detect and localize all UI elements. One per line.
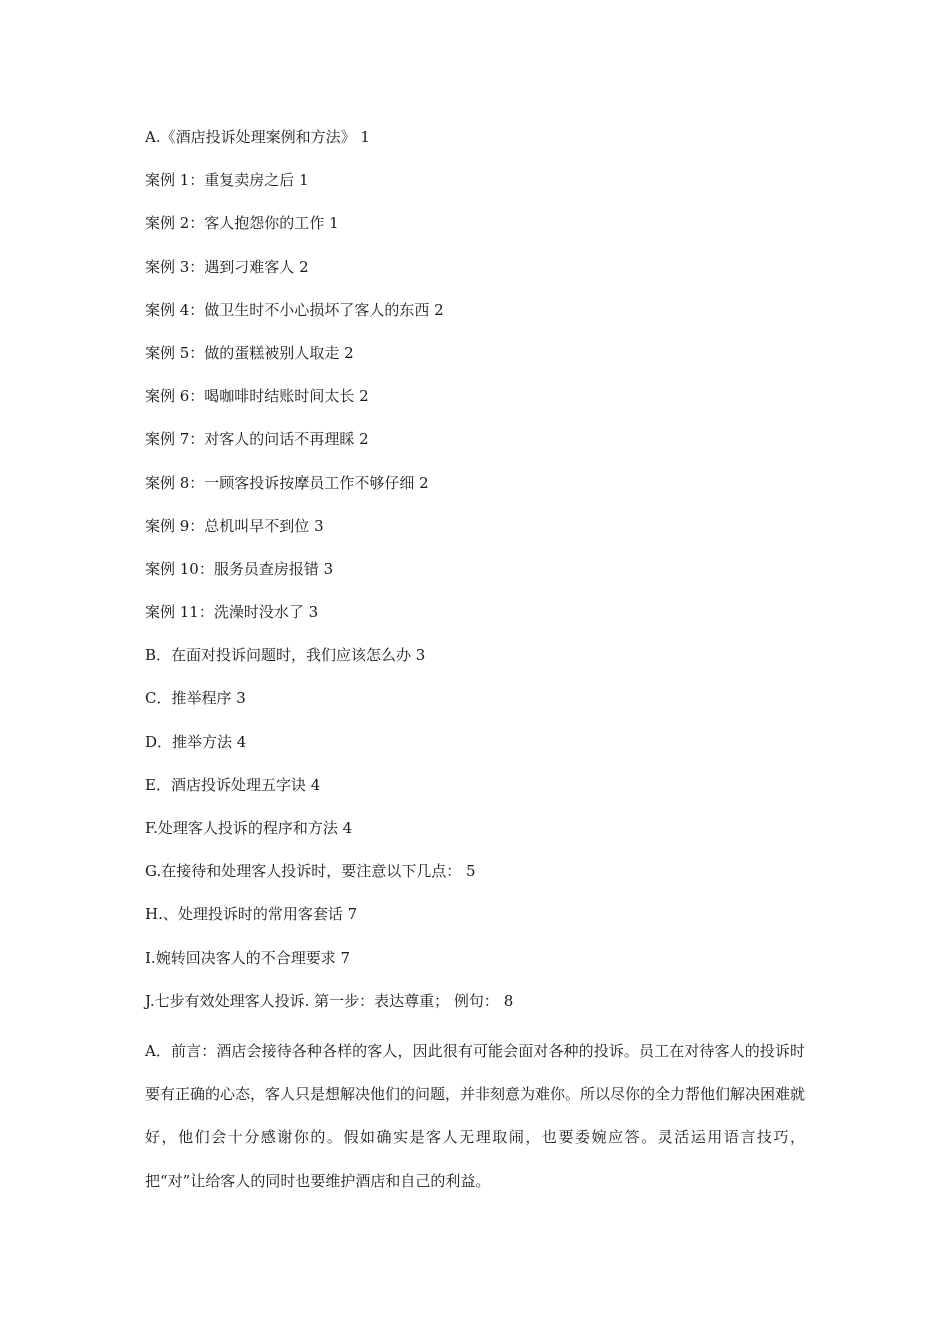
- toc-entry: 案例 7：对客人的问话不再理睬 2: [145, 430, 369, 449]
- toc-entry: G.在接待和处理客人投诉时，要注意以下几点： 5: [145, 862, 476, 881]
- toc-entry: 案例 11：洗澡时没水了 3: [145, 603, 319, 622]
- toc-entry: 案例 8：一顾客投诉按摩员工作不够仔细 2: [145, 473, 429, 492]
- toc-entry: 案例 4：做卫生时不小心损坏了客人的东西 2: [145, 300, 444, 319]
- toc-entry: 案例 3：遇到刁难客人 2: [145, 257, 309, 276]
- toc-entry: 案例 10：服务员查房报错 3: [145, 559, 334, 578]
- toc-entry: 案例 6：喝咖啡时结账时间太长 2: [145, 387, 369, 406]
- toc-entry: C．推举程序 3: [145, 689, 246, 708]
- toc-entry: A.《酒店投诉处理案例和方法》 1: [145, 128, 370, 146]
- toc-entry: D．推举方法 4: [145, 732, 247, 751]
- toc-entry: 案例 2：客人抱怨你的工作 1: [145, 214, 339, 233]
- toc-entry: J.七步有效处理客人投诉. 第一步：表达尊重； 例句： 8: [145, 991, 514, 1010]
- toc-entry: 案例 5：做的蛋糕被别人取走 2: [145, 343, 354, 362]
- table-of-contents: [145, 125, 805, 1032]
- toc-entry: I.婉转回决客人的不合理要求 7: [145, 948, 351, 967]
- toc-entry: 案例 1：重复卖房之后 1: [145, 171, 309, 190]
- toc-entry: H.、处理投诉时的常用客套话 7: [145, 905, 358, 924]
- toc-entry: F.处理客人投诉的程序和方法 4: [145, 819, 353, 837]
- toc-entry: E．酒店投诉处理五字诀 4: [145, 775, 321, 794]
- toc-entry: 案例 9：总机叫早不到位 3: [145, 516, 324, 535]
- toc-entry: B．在面对投诉问题时，我们应该怎么办 3: [145, 646, 426, 665]
- preface-paragraph: A．前言：酒店会接待各种各样的客人，因此很有可能会面对各种的投诉。员工在对待客人的投诉时要有正确的心态，客人只是想解决他们的问题，并非刻意为难你。所以尽你的全力帮他们解决困难就好，他们会十分感谢你的。假如确实是客人无理取闹，也要委婉应答。灵活运用语言技巧，把“对”让给客人的同时也要维护酒店和自己的利益。: [145, 1042, 806, 1190]
